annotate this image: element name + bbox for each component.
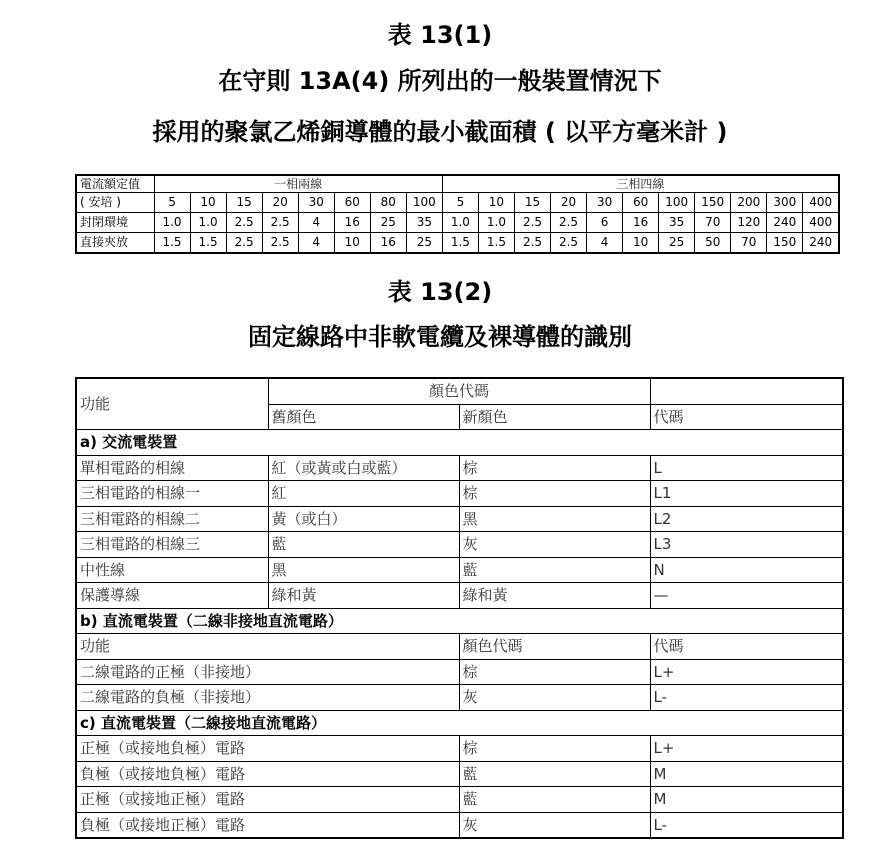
size-cell: 1.5 bbox=[154, 233, 190, 254]
min-conductor-size-table bbox=[75, 174, 840, 254]
new-color-cell: 綠和黃 bbox=[459, 583, 650, 609]
current-cell: 15 bbox=[514, 193, 550, 213]
code-cell: L- bbox=[650, 685, 843, 711]
row-label-enclosed: 封閉環境 bbox=[76, 213, 154, 233]
size-cell: 240 bbox=[803, 233, 839, 254]
old-color-cell: 紅（或黃或白或藍） bbox=[268, 455, 459, 481]
code-cell: M bbox=[650, 787, 843, 813]
current-cell: 30 bbox=[298, 193, 334, 213]
color-cell: 藍 bbox=[459, 787, 650, 813]
size-cell: 4 bbox=[298, 213, 334, 233]
table1-row-enclosed bbox=[76, 213, 839, 233]
current-cell: 20 bbox=[551, 193, 587, 213]
header-code: 代碼 bbox=[650, 404, 843, 430]
function-cell: 負極（或接地負極）電路 bbox=[76, 761, 459, 787]
size-cell: 2.5 bbox=[551, 213, 587, 233]
size-cell: 4 bbox=[298, 233, 334, 254]
new-color-cell: 藍 bbox=[459, 557, 650, 583]
cable-identification-table bbox=[75, 377, 844, 839]
size-cell: 35 bbox=[659, 213, 695, 233]
table-row bbox=[76, 736, 843, 762]
table-row bbox=[76, 557, 843, 583]
code-cell: L+ bbox=[650, 736, 843, 762]
table-row bbox=[76, 761, 843, 787]
current-cell: 100 bbox=[406, 193, 442, 213]
table-row bbox=[76, 506, 843, 532]
section-b-header-function: 功能 bbox=[76, 634, 459, 660]
table2-subtitle: 固定線路中非軟電纜及裸導體的識別 bbox=[248, 323, 632, 351]
group-three-phase: 三相四線 bbox=[442, 175, 839, 193]
current-cell: 15 bbox=[226, 193, 262, 213]
code-cell: L bbox=[650, 455, 843, 481]
table1-subtitle-line1: 在守則 13A(4) 所列出的一般裝置情況下 bbox=[218, 67, 662, 95]
size-cell: 25 bbox=[659, 233, 695, 254]
section-a-title-row bbox=[76, 430, 843, 456]
current-cell: 150 bbox=[695, 193, 731, 213]
new-color-cell: 棕 bbox=[459, 481, 650, 507]
group-single-phase: 一相兩線 bbox=[154, 175, 442, 193]
rated-current-label: 電流額定值 bbox=[76, 175, 154, 193]
current-cell: 60 bbox=[623, 193, 659, 213]
table1-group-row bbox=[76, 175, 839, 193]
rated-current-unit: ( 安培 ) bbox=[76, 193, 154, 213]
current-cell: 20 bbox=[262, 193, 298, 213]
size-cell: 70 bbox=[731, 233, 767, 254]
code-cell: L+ bbox=[650, 659, 843, 685]
size-cell: 6 bbox=[587, 213, 623, 233]
table-row bbox=[76, 455, 843, 481]
section-c-title: c) 直流電裝置（二線接地直流電路） bbox=[76, 710, 843, 736]
code-cell: L3 bbox=[650, 532, 843, 558]
old-color-cell: 綠和黃 bbox=[268, 583, 459, 609]
old-color-cell: 藍 bbox=[268, 532, 459, 558]
size-cell: 2.5 bbox=[226, 233, 262, 254]
table-row bbox=[76, 481, 843, 507]
table-row bbox=[76, 685, 843, 711]
header-color-code: 顏色代碼 bbox=[268, 378, 650, 404]
size-cell: 35 bbox=[406, 213, 442, 233]
size-cell: 2.5 bbox=[262, 233, 298, 254]
code-cell: L1 bbox=[650, 481, 843, 507]
size-cell: 1.5 bbox=[442, 233, 478, 254]
size-cell: 4 bbox=[587, 233, 623, 254]
current-cell: 400 bbox=[803, 193, 839, 213]
function-cell: 負極（或接地正極）電路 bbox=[76, 812, 459, 838]
size-cell: 25 bbox=[406, 233, 442, 254]
color-cell: 灰 bbox=[459, 812, 650, 838]
table-row bbox=[76, 659, 843, 685]
new-color-cell: 灰 bbox=[459, 532, 650, 558]
current-cell: 200 bbox=[731, 193, 767, 213]
function-cell: 三相電路的相線一 bbox=[76, 481, 268, 507]
function-cell: 中性線 bbox=[76, 557, 268, 583]
size-cell: 2.5 bbox=[551, 233, 587, 254]
header-function: 功能 bbox=[76, 378, 268, 430]
size-cell: 1.0 bbox=[154, 213, 190, 233]
section-b-title-row bbox=[76, 608, 843, 634]
table-row bbox=[76, 812, 843, 838]
table1-current-row bbox=[76, 193, 839, 213]
current-cell: 5 bbox=[442, 193, 478, 213]
size-cell: 120 bbox=[731, 213, 767, 233]
size-cell: 16 bbox=[334, 213, 370, 233]
old-color-cell: 黃（或白） bbox=[268, 506, 459, 532]
size-cell: 2.5 bbox=[514, 213, 550, 233]
code-cell: — bbox=[650, 583, 843, 609]
current-cell: 5 bbox=[154, 193, 190, 213]
table-row bbox=[76, 583, 843, 609]
size-cell: 25 bbox=[370, 213, 406, 233]
code-cell: L- bbox=[650, 812, 843, 838]
table1-row-clipped bbox=[76, 233, 839, 254]
current-cell: 80 bbox=[370, 193, 406, 213]
size-cell: 240 bbox=[767, 213, 803, 233]
color-cell: 棕 bbox=[459, 659, 650, 685]
new-color-cell: 黑 bbox=[459, 506, 650, 532]
current-cell: 30 bbox=[587, 193, 623, 213]
color-cell: 藍 bbox=[459, 761, 650, 787]
size-cell: 10 bbox=[334, 233, 370, 254]
function-cell: 保護導線 bbox=[76, 583, 268, 609]
size-cell: 1.0 bbox=[478, 213, 514, 233]
size-cell: 2.5 bbox=[514, 233, 550, 254]
size-cell: 2.5 bbox=[226, 213, 262, 233]
code-cell: M bbox=[650, 761, 843, 787]
size-cell: 16 bbox=[623, 213, 659, 233]
function-cell: 三相電路的相線三 bbox=[76, 532, 268, 558]
size-cell: 70 bbox=[695, 213, 731, 233]
current-cell: 60 bbox=[334, 193, 370, 213]
section-b-header-color: 顏色代碼 bbox=[459, 634, 650, 660]
size-cell: 400 bbox=[803, 213, 839, 233]
header-row-1 bbox=[76, 378, 843, 404]
table1-caption: 表 13(1) bbox=[387, 21, 493, 49]
old-color-cell: 黑 bbox=[268, 557, 459, 583]
table-row bbox=[76, 787, 843, 813]
table1-subtitle-line2: 採用的聚氯乙烯銅導體的最小截面積 ( 以平方毫米計 ) bbox=[152, 118, 728, 146]
section-a-title: a) 交流電裝置 bbox=[76, 430, 843, 456]
function-cell: 單相電路的相線 bbox=[76, 455, 268, 481]
new-color-cell: 棕 bbox=[459, 455, 650, 481]
current-cell: 10 bbox=[478, 193, 514, 213]
current-cell: 300 bbox=[767, 193, 803, 213]
header-new-color: 新顏色 bbox=[459, 404, 650, 430]
section-b-title: b) 直流電裝置（二線非接地直流電路） bbox=[76, 608, 843, 634]
row-label-clipped: 直接夾放 bbox=[76, 233, 154, 254]
size-cell: 1.0 bbox=[442, 213, 478, 233]
size-cell: 1.0 bbox=[190, 213, 226, 233]
section-b-header-row bbox=[76, 634, 843, 660]
current-cell: 10 bbox=[190, 193, 226, 213]
function-cell: 二線電路的正極（非接地） bbox=[76, 659, 459, 685]
header-old-color: 舊顏色 bbox=[268, 404, 459, 430]
section-c-title-row bbox=[76, 710, 843, 736]
color-cell: 灰 bbox=[459, 685, 650, 711]
size-cell: 1.5 bbox=[478, 233, 514, 254]
size-cell: 10 bbox=[623, 233, 659, 254]
function-cell: 正極（或接地負極）電路 bbox=[76, 736, 459, 762]
size-cell: 150 bbox=[767, 233, 803, 254]
header-empty bbox=[650, 378, 843, 404]
table2-caption: 表 13(2) bbox=[387, 278, 493, 306]
code-cell: N bbox=[650, 557, 843, 583]
table-row bbox=[76, 532, 843, 558]
function-cell: 正極（或接地正極）電路 bbox=[76, 787, 459, 813]
current-cell: 100 bbox=[659, 193, 695, 213]
size-cell: 50 bbox=[695, 233, 731, 254]
code-cell: L2 bbox=[650, 506, 843, 532]
size-cell: 16 bbox=[370, 233, 406, 254]
function-cell: 二線電路的負極（非接地） bbox=[76, 685, 459, 711]
old-color-cell: 紅 bbox=[268, 481, 459, 507]
size-cell: 1.5 bbox=[190, 233, 226, 254]
section-b-header-code: 代碼 bbox=[650, 634, 843, 660]
size-cell: 2.5 bbox=[262, 213, 298, 233]
function-cell: 三相電路的相線二 bbox=[76, 506, 268, 532]
color-cell: 棕 bbox=[459, 736, 650, 762]
